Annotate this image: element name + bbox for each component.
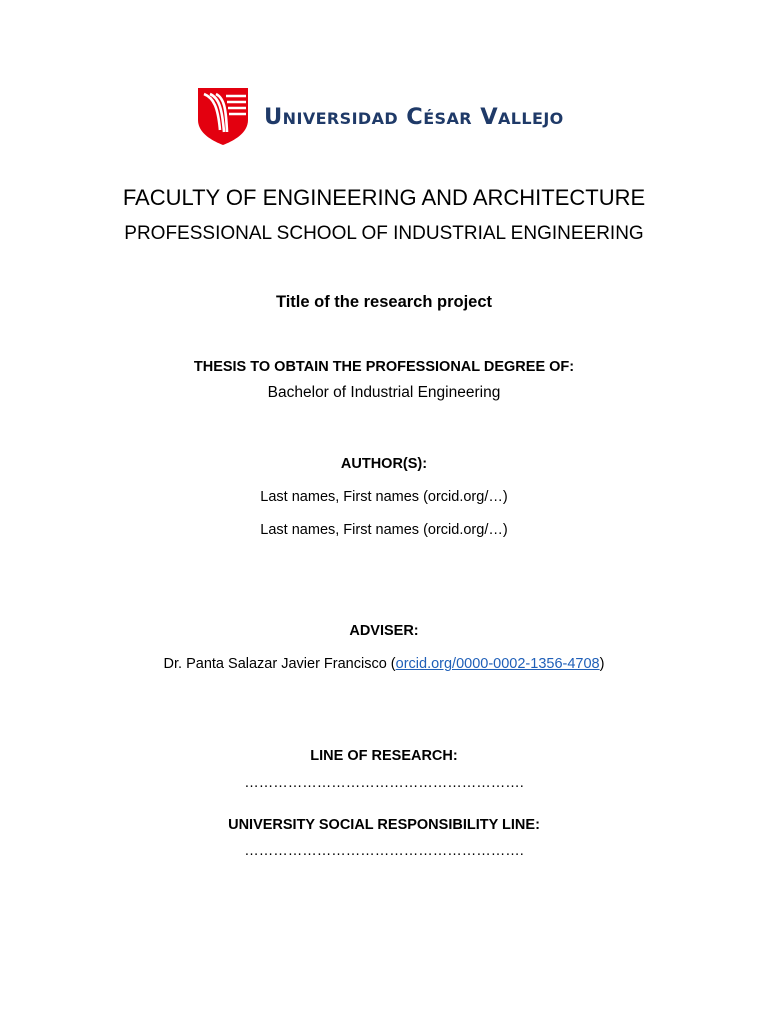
adviser-entry [0,655,768,673]
author-entry: Last names, First names (orcid.org/…) [260,522,508,538]
authors-heading: AUTHOR(S): [340,456,428,472]
degree-name: Bachelor of Industrial Engineering [267,384,501,401]
thesis-heading: THESIS TO OBTAIN THE PROFESSIONAL DEGREE OF: [193,359,575,375]
social-responsibility-value: …………………………………………………. [244,843,524,859]
school-title: PROFESSIONAL SCHOOL OF INDUSTRIAL ENGINEERING [124,223,644,244]
adviser-heading: ADVISER: [349,623,419,639]
university-logo [196,86,564,146]
adviser-name: Dr. Panta Salazar Javier Francisco ( [163,656,396,672]
author-entry: Last names, First names (orcid.org/…) [260,489,508,505]
line-of-research-value: …………………………………………………. [244,775,524,791]
social-responsibility-heading: UNIVERSITY SOCIAL RESPONSIBILITY LINE: [228,817,540,833]
line-of-research-heading: LINE OF RESEARCH: [310,748,458,764]
faculty-title: FACULTY OF ENGINEERING AND ARCHITECTURE [122,185,646,210]
project-title: Title of the research project [275,293,493,311]
adviser-orcid-link[interactable]: orcid.org/0000-0002-1356-4708 [395,656,600,672]
university-shield-icon [196,86,250,146]
adviser-name-suffix: ) [599,656,605,672]
university-name: Universidad César Vallejo [264,103,564,130]
